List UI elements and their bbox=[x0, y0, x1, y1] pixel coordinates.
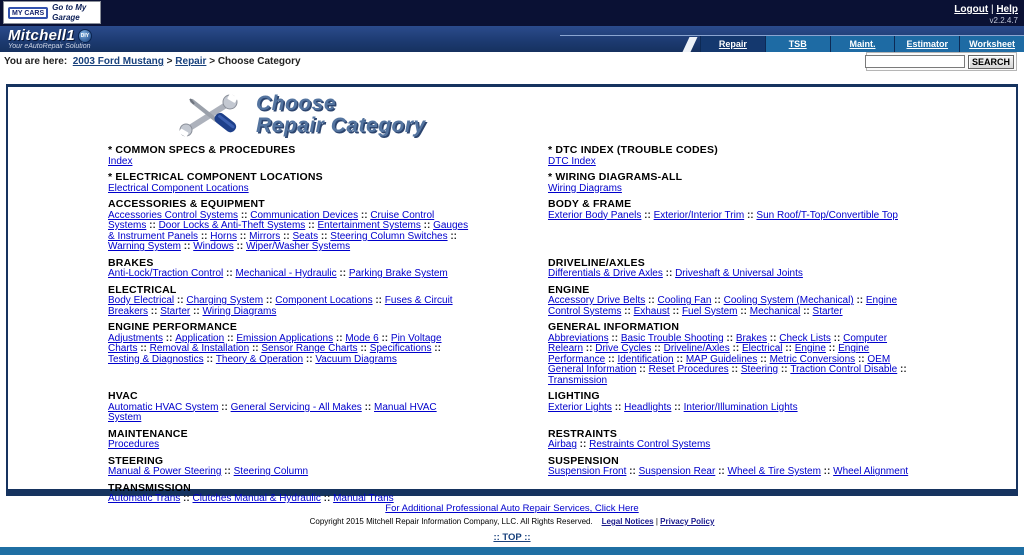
category-heading: * DTC INDEX (TROUBLE CODES) bbox=[548, 144, 718, 156]
link-separator: :: bbox=[190, 305, 203, 317]
category-link[interactable]: Suspension Front bbox=[548, 466, 627, 477]
category-heading: TRANSMISSION bbox=[108, 481, 191, 494]
top-link[interactable]: :: TOP :: bbox=[493, 532, 531, 543]
link-separator: :: bbox=[729, 343, 742, 354]
category-heading: ENGINE bbox=[548, 283, 590, 296]
category-link[interactable]: Brakes bbox=[735, 332, 767, 344]
category-link[interactable]: Theory & Operation bbox=[215, 353, 304, 365]
category-columns bbox=[108, 145, 1016, 510]
link-separator: :: bbox=[263, 295, 276, 306]
brand-name: Mitchell1 bbox=[8, 27, 75, 44]
category-section bbox=[548, 429, 910, 451]
link-separator: :: bbox=[238, 209, 251, 221]
category-section bbox=[548, 145, 910, 167]
category-link[interactable]: Steering Column Switches bbox=[330, 230, 448, 242]
category-section bbox=[108, 258, 470, 280]
category-link[interactable]: Identification bbox=[617, 353, 674, 365]
category-link[interactable]: Windows bbox=[193, 241, 234, 252]
link-separator: :: bbox=[148, 305, 161, 317]
category-link[interactable]: Anti-Lock/Traction Control bbox=[108, 268, 224, 279]
category-link[interactable]: Adjustments bbox=[108, 332, 164, 344]
category-heading: BODY & FRAME bbox=[548, 198, 632, 210]
category-links bbox=[548, 269, 910, 280]
tab-bar bbox=[700, 36, 1024, 52]
breadcrumb-prefix: You are here: bbox=[4, 56, 68, 67]
category-link[interactable]: Seats bbox=[292, 230, 319, 242]
category-link[interactable]: Electrical bbox=[741, 343, 783, 354]
link-separator: :: bbox=[372, 295, 385, 306]
category-link[interactable]: Sensor Range Charts bbox=[261, 343, 358, 354]
category-link[interactable]: Engine bbox=[794, 343, 826, 354]
category-link[interactable]: Manual HVAC System bbox=[108, 401, 437, 423]
bottom-strip bbox=[0, 547, 1024, 555]
link-separator: :: bbox=[723, 332, 736, 344]
category-link[interactable]: Restraints Control Systems bbox=[589, 439, 711, 450]
link-separator: :: bbox=[757, 353, 770, 365]
category-link[interactable]: Differentials & Drive Axles bbox=[548, 268, 663, 279]
link-separator: :: bbox=[820, 466, 834, 477]
category-link[interactable]: Basic Trouble Shooting bbox=[620, 332, 724, 344]
category-heading: DRIVELINE/AXLES bbox=[548, 256, 645, 269]
category-link[interactable]: Specifications bbox=[369, 343, 432, 354]
link-separator: :: bbox=[320, 493, 334, 504]
link-separator: :: bbox=[218, 401, 231, 413]
link-separator: :: bbox=[333, 332, 346, 344]
link-separator: :: bbox=[728, 364, 741, 375]
category-links bbox=[108, 440, 470, 451]
tab-slash-decoration bbox=[683, 37, 698, 52]
category-link[interactable]: MAP Guidelines bbox=[685, 353, 758, 365]
category-link[interactable]: Manual & Power Steering bbox=[108, 466, 222, 477]
category-link[interactable]: Accessory Drive Belts bbox=[548, 295, 646, 306]
breadcrumb-separator: > bbox=[209, 56, 216, 67]
link-separator: :: bbox=[357, 343, 370, 354]
category-link[interactable]: Wiper/Washer Systems bbox=[246, 241, 351, 252]
category-link[interactable]: Vacuum Diagrams bbox=[315, 353, 397, 365]
category-link[interactable]: Exterior Lights bbox=[548, 401, 612, 413]
category-link[interactable]: Removal & Installation bbox=[149, 343, 250, 354]
page-title-line2: Repair Category bbox=[256, 114, 426, 137]
category-links bbox=[108, 184, 470, 195]
category-link[interactable]: Application bbox=[175, 332, 225, 344]
category-link[interactable]: Door Locks & Anti-Theft Systems bbox=[158, 220, 306, 231]
category-link[interactable]: Abbreviations bbox=[548, 332, 609, 344]
link-separator: :: bbox=[673, 353, 686, 365]
category-link[interactable]: Interior/Illumination Lights bbox=[683, 401, 798, 413]
category-heading: STEERING bbox=[108, 454, 164, 467]
category-section bbox=[108, 456, 470, 478]
category-heading: LIGHTING bbox=[548, 390, 600, 402]
category-link[interactable]: Charging System bbox=[186, 295, 264, 306]
category-links bbox=[548, 157, 910, 168]
category-link[interactable]: Automatic HVAC System bbox=[108, 401, 219, 413]
category-heading: ACCESSORIES & EQUIPMENT bbox=[108, 198, 265, 210]
category-link[interactable]: Exterior Body Panels bbox=[548, 209, 642, 221]
link-separator: :: bbox=[855, 353, 868, 365]
breadcrumb bbox=[4, 56, 301, 67]
crossed-tools-icon bbox=[180, 93, 242, 137]
category-heading: GENERAL INFORMATION bbox=[548, 321, 680, 333]
link-separator: :: bbox=[583, 343, 596, 354]
link-separator: :: bbox=[711, 295, 724, 306]
session-links bbox=[954, 4, 1018, 25]
category-heading: ELECTRICAL bbox=[108, 283, 177, 296]
category-links bbox=[548, 184, 910, 195]
category-section bbox=[548, 391, 910, 424]
link-separator: :: bbox=[825, 343, 839, 354]
category-link[interactable]: Cooling Fan bbox=[657, 295, 712, 306]
logout-link[interactable]: Logout bbox=[954, 4, 989, 15]
link-separator: :: bbox=[361, 401, 375, 413]
link-separator: :: bbox=[305, 220, 318, 231]
category-heading: SUSPENSION bbox=[548, 454, 619, 467]
link-separator: :: bbox=[137, 343, 150, 354]
category-link[interactable]: Procedures bbox=[108, 439, 160, 450]
category-links bbox=[108, 211, 470, 253]
category-link[interactable]: Testing & Diagnostics bbox=[108, 353, 204, 365]
category-link[interactable]: Wiring Diagrams bbox=[548, 182, 622, 194]
link-separator: :: bbox=[378, 332, 391, 344]
category-links bbox=[548, 211, 910, 222]
link-separator: :: bbox=[163, 332, 176, 344]
category-heading: MAINTENANCE bbox=[108, 427, 188, 440]
category-link[interactable]: Reset Procedures bbox=[648, 364, 729, 375]
link-separator: :: bbox=[608, 332, 621, 344]
page-title bbox=[256, 93, 426, 137]
category-link[interactable]: Sun Roof/T-Top/Convertible Top bbox=[756, 209, 898, 221]
category-link[interactable]: Body Electrical bbox=[108, 295, 175, 306]
link-separator: :: bbox=[605, 353, 618, 365]
link-separator: :: bbox=[431, 343, 441, 354]
category-link[interactable]: Suspension Rear bbox=[638, 466, 716, 477]
category-link[interactable]: Computer Relearn bbox=[548, 332, 888, 354]
category-link[interactable]: Automatic Trans bbox=[108, 493, 181, 504]
search-input[interactable] bbox=[865, 55, 965, 68]
tab-estimator[interactable]: Estimator bbox=[894, 36, 959, 52]
category-link[interactable]: Entertainment Systems bbox=[317, 220, 421, 231]
category-section bbox=[108, 145, 470, 167]
category-section bbox=[108, 199, 470, 253]
category-link[interactable]: Steering Column bbox=[233, 466, 309, 477]
copyright-text: Copyright 2015 Mitchell Repair Information Company, LLC. All Rights Reserved. bbox=[309, 517, 593, 526]
link-separator: :: bbox=[576, 439, 590, 450]
category-link[interactable]: Manual Trans bbox=[333, 493, 394, 504]
link-separator: :: bbox=[767, 332, 780, 344]
category-heading: ENGINE PERFORMANCE bbox=[108, 321, 238, 333]
footer-pipe: | bbox=[655, 517, 658, 526]
category-link[interactable]: Pin Voltage Charts bbox=[108, 332, 442, 354]
additional-services-link[interactable]: For Additional Professional Auto Repair Services, Click Here bbox=[385, 503, 639, 514]
category-links bbox=[548, 334, 910, 387]
search-panel bbox=[866, 52, 1017, 71]
link-separator: :: bbox=[744, 209, 757, 221]
category-link[interactable]: Horns bbox=[210, 230, 237, 242]
link-separator: :: bbox=[358, 209, 371, 221]
category-link[interactable]: Headlights bbox=[624, 401, 672, 413]
link-separator: :: bbox=[236, 230, 250, 242]
category-link[interactable]: Starter bbox=[812, 305, 843, 317]
category-link[interactable]: Engine Performance bbox=[548, 343, 870, 365]
link-separator: :: bbox=[280, 230, 293, 242]
breadcrumb-current: Choose Category bbox=[217, 56, 301, 67]
link-separator: :: bbox=[853, 295, 866, 306]
category-link[interactable]: Mode 6 bbox=[345, 332, 379, 344]
category-link[interactable]: Driveline/Axles bbox=[663, 343, 730, 354]
link-separator: :: bbox=[641, 209, 654, 221]
link-separator: :: bbox=[782, 343, 795, 354]
category-link[interactable]: Starter bbox=[160, 305, 191, 317]
category-link[interactable]: Communication Devices bbox=[250, 209, 359, 221]
link-separator: :: bbox=[669, 305, 682, 317]
link-separator: :: bbox=[830, 332, 844, 344]
category-links bbox=[548, 440, 910, 451]
category-link[interactable]: Index bbox=[108, 155, 133, 167]
top-bar bbox=[0, 0, 1024, 26]
category-links bbox=[548, 403, 910, 414]
category-heading: RESTRAINTS bbox=[548, 427, 618, 440]
link-separator: :: bbox=[737, 305, 750, 317]
category-section bbox=[108, 322, 470, 386]
category-link[interactable]: Wheel Alignment bbox=[833, 466, 909, 477]
category-link[interactable]: Airbag bbox=[548, 439, 577, 450]
tab-tsb[interactable]: TSB bbox=[765, 36, 830, 52]
link-separator: :: bbox=[420, 220, 434, 231]
link-separator: :: bbox=[671, 401, 684, 413]
category-link[interactable]: Cooling System (Mechanical) bbox=[723, 295, 854, 306]
category-link[interactable]: Drive Cycles bbox=[595, 343, 652, 354]
link-separator: :: bbox=[318, 230, 331, 242]
link-separator: :: bbox=[303, 353, 316, 365]
link-separator: :: bbox=[621, 305, 634, 317]
category-link[interactable]: Exterior/Interior Trim bbox=[653, 209, 745, 221]
category-section bbox=[548, 456, 910, 478]
link-separator: :: bbox=[146, 220, 159, 231]
category-link[interactable]: Mechanical bbox=[749, 305, 801, 317]
category-link[interactable]: Wiring Diagrams bbox=[202, 305, 277, 317]
category-link[interactable]: Warning System bbox=[108, 241, 181, 252]
category-link[interactable]: OEM General Information bbox=[548, 353, 891, 375]
category-link[interactable]: Mirrors bbox=[249, 230, 281, 242]
category-link[interactable]: General Servicing - All Makes bbox=[230, 401, 362, 413]
page-title-area bbox=[180, 93, 1016, 137]
link-separator: :: bbox=[611, 401, 625, 413]
category-link[interactable]: Accessories Control Systems bbox=[108, 209, 239, 221]
breadcrumb-separator: > bbox=[166, 56, 173, 67]
category-section bbox=[108, 391, 470, 424]
category-section bbox=[548, 199, 910, 253]
category-link[interactable]: Clutches Manual & Hydraulic bbox=[192, 493, 321, 504]
category-link[interactable]: Cruise Control Systems bbox=[108, 209, 435, 231]
link-separator: :: bbox=[180, 241, 194, 252]
link-separator: :: bbox=[180, 493, 193, 504]
category-links bbox=[108, 403, 470, 424]
category-section bbox=[548, 172, 910, 194]
category-links bbox=[108, 467, 470, 478]
breadcrumb-band bbox=[0, 52, 1024, 82]
category-link[interactable]: DTC Index bbox=[548, 155, 596, 167]
category-links bbox=[108, 296, 470, 317]
category-section bbox=[548, 285, 910, 318]
link-separator: :: bbox=[249, 343, 262, 354]
tab-repair[interactable]: Repair bbox=[700, 36, 765, 52]
category-section bbox=[548, 322, 910, 386]
legal-notices-link[interactable]: Legal Notices bbox=[601, 517, 654, 526]
link-separator: :: bbox=[233, 241, 246, 252]
category-link[interactable]: Wheel & Tire System bbox=[727, 466, 821, 477]
garage-button-label: Go to My Garage bbox=[52, 3, 87, 22]
pipe-separator: | bbox=[990, 4, 994, 15]
category-links bbox=[548, 296, 910, 317]
link-separator: :: bbox=[223, 268, 236, 279]
category-section bbox=[108, 429, 470, 451]
category-links bbox=[108, 334, 470, 366]
category-heading: * COMMON SPECS & PROCEDURES bbox=[108, 144, 296, 156]
category-link[interactable]: Electrical Component Locations bbox=[108, 182, 249, 194]
link-separator: :: bbox=[636, 364, 649, 375]
link-separator: :: bbox=[447, 230, 458, 242]
brand-logo bbox=[8, 27, 92, 50]
category-link[interactable]: Fuses & Circuit Breakers bbox=[108, 295, 453, 317]
help-link[interactable]: Help bbox=[996, 4, 1018, 15]
category-link[interactable]: Fuel System bbox=[681, 305, 738, 317]
breadcrumb-repair-link[interactable]: Repair bbox=[175, 56, 207, 67]
category-link[interactable]: Metric Conversions bbox=[769, 353, 856, 365]
brand-globe-icon: DIY bbox=[78, 29, 92, 43]
category-link[interactable]: Component Locations bbox=[275, 295, 373, 306]
category-heading: BRAKES bbox=[108, 256, 154, 269]
my-cars-plate-label: MY CARS bbox=[12, 9, 45, 17]
link-separator: :: bbox=[221, 466, 234, 477]
category-heading: * ELECTRICAL COMPONENT LOCATIONS bbox=[108, 171, 323, 183]
category-links bbox=[548, 467, 910, 478]
link-separator: :: bbox=[626, 466, 639, 477]
link-separator: :: bbox=[715, 466, 728, 477]
category-link[interactable]: Driveshaft & Universal Joints bbox=[675, 268, 803, 279]
search-button[interactable]: SEARCH bbox=[968, 55, 1014, 69]
link-separator: :: bbox=[897, 364, 907, 375]
category-link[interactable]: Exhaust bbox=[633, 305, 670, 317]
category-link[interactable]: Mechanical - Hydraulic bbox=[235, 268, 337, 279]
category-link[interactable]: Traction Control Disable bbox=[790, 364, 898, 375]
link-separator: :: bbox=[174, 295, 187, 306]
tab-worksheet[interactable]: Worksheet bbox=[959, 36, 1024, 52]
brand-bar bbox=[0, 26, 1024, 52]
category-links bbox=[108, 157, 470, 168]
breadcrumb-vehicle-link[interactable]: 2003 Ford Mustang bbox=[72, 56, 164, 67]
category-link[interactable]: Transmission bbox=[548, 374, 608, 386]
link-separator: :: bbox=[203, 353, 216, 365]
category-section bbox=[108, 285, 470, 318]
category-section bbox=[548, 258, 910, 280]
my-cars-plate-icon bbox=[8, 7, 48, 19]
category-heading: HVAC bbox=[108, 390, 138, 402]
brand-tagline: Your eAutoRepair Solution bbox=[8, 43, 91, 50]
link-separator: :: bbox=[651, 343, 664, 354]
link-separator: :: bbox=[645, 295, 658, 306]
category-link[interactable]: Gauges & Instrument Panels bbox=[108, 220, 469, 242]
category-link[interactable]: Check Lists bbox=[779, 332, 831, 344]
category-links bbox=[108, 269, 470, 280]
page-title-line1: Choose bbox=[256, 91, 337, 115]
link-separator: :: bbox=[662, 268, 676, 279]
category-heading: * WIRING DIAGRAMS-ALL bbox=[548, 171, 683, 183]
category-link[interactable]: Steering bbox=[740, 364, 779, 375]
link-separator: :: bbox=[198, 230, 211, 242]
category-link[interactable]: Parking Brake System bbox=[348, 268, 448, 279]
privacy-policy-link[interactable]: Privacy Policy bbox=[660, 517, 715, 526]
version-label: v2.2.4.7 bbox=[989, 16, 1018, 25]
link-separator: :: bbox=[800, 305, 813, 317]
repair-category-panel bbox=[6, 84, 1018, 504]
category-link[interactable]: Engine Control Systems bbox=[548, 295, 898, 317]
link-separator: :: bbox=[224, 332, 237, 344]
link-separator: :: bbox=[336, 268, 349, 279]
category-section bbox=[108, 172, 470, 194]
go-to-my-garage-button[interactable] bbox=[3, 1, 101, 24]
category-link[interactable]: Emission Applications bbox=[236, 332, 334, 344]
tab-maint[interactable]: Maint. bbox=[830, 36, 895, 52]
link-separator: :: bbox=[778, 364, 791, 375]
